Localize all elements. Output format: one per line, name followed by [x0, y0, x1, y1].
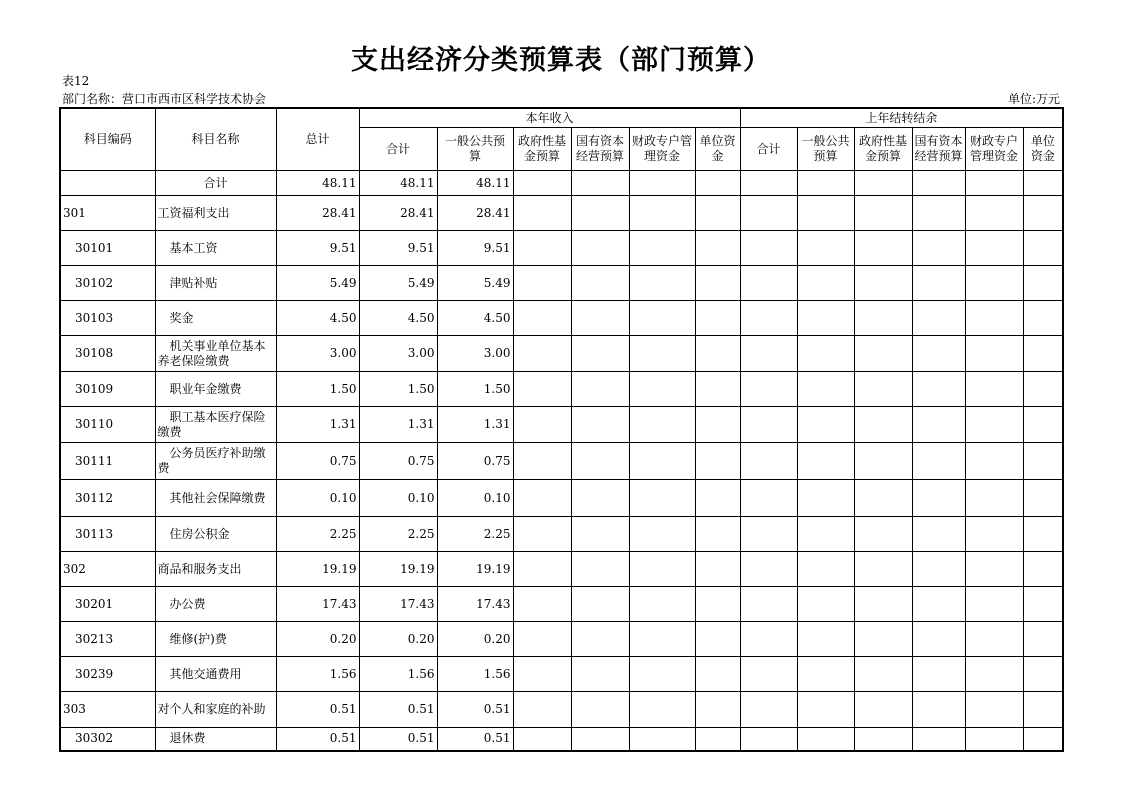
cell-cy-general: 9.51 [437, 231, 513, 266]
cell-name: 其他交通费用 [155, 657, 276, 692]
budget-table [59, 107, 1064, 752]
table-row [60, 657, 1063, 692]
cell-code: 30102 [60, 266, 155, 301]
table-row [60, 587, 1063, 622]
cell-name: 商品和服务支出 [155, 552, 276, 587]
cell-code: 30103 [60, 301, 155, 336]
cell-code: 30109 [60, 372, 155, 407]
cell-empty [629, 171, 695, 196]
table-row [60, 692, 1063, 728]
cell-empty [1023, 587, 1063, 622]
cell-empty [797, 728, 854, 751]
cell-cy-general: 5.49 [437, 266, 513, 301]
cell-empty [1023, 517, 1063, 552]
cell-cy-sum: 0.75 [359, 443, 437, 480]
cell-empty [854, 622, 912, 657]
cell-empty [695, 171, 740, 196]
cell-empty [797, 657, 854, 692]
cell-empty [629, 552, 695, 587]
cell-total: 9.51 [276, 231, 359, 266]
cell-empty [965, 443, 1023, 480]
cell-empty [629, 728, 695, 751]
header-name: 科目名称 [155, 108, 276, 171]
cell-empty [854, 552, 912, 587]
cell-empty [1023, 692, 1063, 728]
cell-empty [695, 552, 740, 587]
cell-empty [854, 728, 912, 751]
cell-cy-sum: 19.19 [359, 552, 437, 587]
cell-total: 0.75 [276, 443, 359, 480]
cell-cy-sum: 0.10 [359, 480, 437, 517]
cell-empty [854, 266, 912, 301]
cell-empty [854, 372, 912, 407]
cell-cy-sum: 28.41 [359, 196, 437, 231]
table-row [60, 622, 1063, 657]
cell-empty [740, 587, 797, 622]
cell-empty [912, 372, 965, 407]
cell-empty [740, 443, 797, 480]
cell-total: 0.51 [276, 728, 359, 751]
table-row [60, 196, 1063, 231]
table-number: 表12 [62, 74, 90, 88]
cell-empty [912, 657, 965, 692]
cell-empty [912, 266, 965, 301]
header-cy-state-capital: 国有资本经营预算 [571, 128, 629, 171]
cell-cy-general: 17.43 [437, 587, 513, 622]
cell-empty [912, 231, 965, 266]
cell-cy-sum: 2.25 [359, 517, 437, 552]
cell-empty [854, 587, 912, 622]
cell-cy-general: 2.25 [437, 517, 513, 552]
cell-empty [912, 171, 965, 196]
cell-empty [1023, 266, 1063, 301]
cell-name: 办公费 [155, 587, 276, 622]
cell-empty [513, 517, 571, 552]
cell-empty [912, 443, 965, 480]
header-cy-gov-fund: 政府性基金预算 [513, 128, 571, 171]
cell-empty [513, 196, 571, 231]
cell-empty [513, 301, 571, 336]
cell-empty [513, 552, 571, 587]
cell-empty [571, 407, 629, 443]
cell-empty [571, 336, 629, 372]
cell-empty [797, 443, 854, 480]
header-prior-year-carryover: 上年结转结余 [740, 108, 1063, 128]
cell-empty [912, 587, 965, 622]
cell-empty [513, 657, 571, 692]
table-row-total [60, 171, 1063, 196]
cell-empty [1023, 728, 1063, 751]
cell-empty [740, 301, 797, 336]
cell-empty [965, 587, 1023, 622]
cell-name: 住房公积金 [155, 517, 276, 552]
cell-code: 302 [60, 552, 155, 587]
cell-empty [629, 657, 695, 692]
cell-empty [1023, 480, 1063, 517]
cell-empty [912, 336, 965, 372]
cell-empty [571, 517, 629, 552]
cell-cy-sum: 0.51 [359, 728, 437, 751]
table-row [60, 266, 1063, 301]
cell-empty [912, 196, 965, 231]
cell-empty [1023, 231, 1063, 266]
cell-empty [965, 622, 1023, 657]
cell-total: 5.49 [276, 266, 359, 301]
cell-name: 其他社会保障缴费 [155, 480, 276, 517]
cell-empty [965, 171, 1023, 196]
cell-empty [695, 372, 740, 407]
cell-name: 职工基本医疗保险缴费 [155, 407, 276, 443]
table-row [60, 517, 1063, 552]
cell-empty [797, 552, 854, 587]
cell-empty [695, 622, 740, 657]
cell-total: 0.10 [276, 480, 359, 517]
cell-code [60, 171, 155, 196]
cell-cy-sum: 9.51 [359, 231, 437, 266]
cell-cy-general: 19.19 [437, 552, 513, 587]
cell-code: 30239 [60, 657, 155, 692]
cell-empty [854, 692, 912, 728]
cell-code: 30108 [60, 336, 155, 372]
cell-cy-general: 1.56 [437, 657, 513, 692]
cell-cy-general: 4.50 [437, 301, 513, 336]
cell-cy-sum: 48.11 [359, 171, 437, 196]
cell-empty [797, 622, 854, 657]
cell-empty [740, 336, 797, 372]
cell-code: 30213 [60, 622, 155, 657]
cell-empty [965, 657, 1023, 692]
cell-empty [571, 231, 629, 266]
cell-empty [1023, 622, 1063, 657]
cell-empty [797, 171, 854, 196]
cell-empty [695, 587, 740, 622]
cell-empty [695, 443, 740, 480]
cell-cy-general: 48.11 [437, 171, 513, 196]
cell-empty [965, 692, 1023, 728]
cell-empty [571, 171, 629, 196]
cell-cy-general: 1.50 [437, 372, 513, 407]
cell-code: 30201 [60, 587, 155, 622]
cell-empty [629, 443, 695, 480]
cell-total: 4.50 [276, 301, 359, 336]
department-name: 部门名称：营口市西市区科学技术协会 [62, 92, 267, 106]
cell-name: 奖金 [155, 301, 276, 336]
header-py-gov-fund: 政府性基金预算 [854, 128, 912, 171]
cell-cy-general: 0.20 [437, 622, 513, 657]
cell-empty [912, 728, 965, 751]
table-row [60, 480, 1063, 517]
cell-empty [797, 372, 854, 407]
cell-cy-general: 0.51 [437, 728, 513, 751]
cell-empty [797, 517, 854, 552]
cell-empty [797, 407, 854, 443]
cell-empty [740, 407, 797, 443]
header-py-state-capital: 国有资本经营预算 [912, 128, 965, 171]
cell-empty [1023, 336, 1063, 372]
cell-empty [695, 231, 740, 266]
cell-cy-sum: 1.31 [359, 407, 437, 443]
cell-empty [695, 657, 740, 692]
cell-empty [571, 301, 629, 336]
cell-name: 维修(护)费 [155, 622, 276, 657]
cell-empty [1023, 443, 1063, 480]
table-row [60, 231, 1063, 266]
cell-empty [571, 196, 629, 231]
cell-code: 303 [60, 692, 155, 728]
cell-empty [513, 692, 571, 728]
cell-empty [797, 336, 854, 372]
cell-cy-general: 0.51 [437, 692, 513, 728]
cell-empty [571, 657, 629, 692]
table-row [60, 301, 1063, 336]
cell-empty [513, 336, 571, 372]
cell-empty [797, 266, 854, 301]
cell-empty [571, 587, 629, 622]
cell-empty [629, 196, 695, 231]
cell-empty [513, 407, 571, 443]
cell-empty [854, 196, 912, 231]
header-cy-general: 一般公共预算 [437, 128, 513, 171]
cell-total: 48.11 [276, 171, 359, 196]
cell-empty [629, 231, 695, 266]
cell-cy-general: 1.31 [437, 407, 513, 443]
header-code: 科目编码 [60, 108, 155, 171]
cell-cy-sum: 0.20 [359, 622, 437, 657]
cell-code: 30101 [60, 231, 155, 266]
cell-empty [1023, 301, 1063, 336]
cell-empty [797, 231, 854, 266]
page-title: 支出经济分类预算表（部门预算） [351, 45, 771, 76]
cell-empty [740, 622, 797, 657]
cell-empty [695, 480, 740, 517]
cell-code: 30112 [60, 480, 155, 517]
cell-total: 0.20 [276, 622, 359, 657]
cell-empty [1023, 657, 1063, 692]
cell-empty [571, 622, 629, 657]
table-row [60, 443, 1063, 480]
cell-empty [912, 517, 965, 552]
cell-empty [854, 480, 912, 517]
cell-empty [571, 552, 629, 587]
cell-empty [695, 692, 740, 728]
cell-empty [1023, 407, 1063, 443]
cell-empty [695, 336, 740, 372]
table-row [60, 336, 1063, 372]
cell-empty [513, 171, 571, 196]
header-row-1 [60, 108, 1063, 128]
cell-empty [912, 301, 965, 336]
cell-empty [695, 728, 740, 751]
cell-empty [854, 336, 912, 372]
cell-cy-sum: 17.43 [359, 587, 437, 622]
cell-code: 30111 [60, 443, 155, 480]
cell-empty [740, 480, 797, 517]
cell-empty [629, 407, 695, 443]
cell-empty [797, 692, 854, 728]
cell-empty [740, 196, 797, 231]
cell-total: 1.50 [276, 372, 359, 407]
cell-empty [571, 372, 629, 407]
cell-cy-general: 28.41 [437, 196, 513, 231]
cell-empty [629, 372, 695, 407]
cell-empty [965, 266, 1023, 301]
cell-empty [740, 657, 797, 692]
table-row [60, 372, 1063, 407]
table-row [60, 728, 1063, 751]
cell-cy-general: 0.10 [437, 480, 513, 517]
cell-empty [629, 517, 695, 552]
table-row [60, 407, 1063, 443]
cell-empty [965, 480, 1023, 517]
cell-empty [513, 480, 571, 517]
header-cy-fiscal-special: 财政专户管理资金 [629, 128, 695, 171]
cell-cy-sum: 3.00 [359, 336, 437, 372]
cell-empty [965, 336, 1023, 372]
header-total: 总计 [276, 108, 359, 171]
cell-empty [571, 266, 629, 301]
cell-empty [740, 692, 797, 728]
cell-empty [513, 443, 571, 480]
cell-empty [912, 480, 965, 517]
cell-cy-sum: 0.51 [359, 692, 437, 728]
cell-empty [629, 336, 695, 372]
cell-empty [513, 728, 571, 751]
cell-empty [797, 480, 854, 517]
cell-empty [695, 407, 740, 443]
cell-empty [571, 443, 629, 480]
cell-empty [513, 622, 571, 657]
cell-empty [740, 517, 797, 552]
cell-empty [695, 301, 740, 336]
header-py-unit: 单位资金 [1023, 128, 1063, 171]
cell-total: 28.41 [276, 196, 359, 231]
cell-empty [965, 231, 1023, 266]
cell-empty [965, 552, 1023, 587]
cell-name: 公务员医疗补助缴费 [155, 443, 276, 480]
cell-empty [912, 692, 965, 728]
cell-total: 0.51 [276, 692, 359, 728]
cell-empty [740, 266, 797, 301]
cell-empty [797, 301, 854, 336]
cell-empty [629, 622, 695, 657]
cell-name: 津贴补贴 [155, 266, 276, 301]
cell-empty [1023, 196, 1063, 231]
cell-empty [1023, 171, 1063, 196]
cell-name: 机关事业单位基本养老保险缴费 [155, 336, 276, 372]
cell-cy-general: 0.75 [437, 443, 513, 480]
cell-empty [629, 480, 695, 517]
cell-empty [571, 480, 629, 517]
cell-cy-sum: 4.50 [359, 301, 437, 336]
cell-empty [740, 372, 797, 407]
cell-empty [965, 517, 1023, 552]
header-py-general: 一般公共预算 [797, 128, 854, 171]
cell-empty [912, 552, 965, 587]
cell-total: 3.00 [276, 336, 359, 372]
cell-empty [695, 517, 740, 552]
cell-empty [513, 231, 571, 266]
cell-code: 301 [60, 196, 155, 231]
cell-name: 工资福利支出 [155, 196, 276, 231]
cell-empty [854, 517, 912, 552]
cell-empty [629, 266, 695, 301]
cell-empty [513, 266, 571, 301]
cell-empty [513, 587, 571, 622]
header-cy-sum: 合计 [359, 128, 437, 171]
cell-cy-sum: 1.50 [359, 372, 437, 407]
cell-total: 1.56 [276, 657, 359, 692]
header-current-year-income: 本年收入 [359, 108, 740, 128]
cell-empty [854, 301, 912, 336]
cell-empty [965, 196, 1023, 231]
cell-name: 合计 [155, 171, 276, 196]
cell-empty [629, 587, 695, 622]
cell-empty [571, 692, 629, 728]
cell-total: 1.31 [276, 407, 359, 443]
cell-empty [854, 171, 912, 196]
cell-cy-sum: 5.49 [359, 266, 437, 301]
cell-empty [797, 196, 854, 231]
header-cy-unit: 单位资金 [695, 128, 740, 171]
cell-name: 基本工资 [155, 231, 276, 266]
table-row [60, 552, 1063, 587]
cell-empty [854, 407, 912, 443]
cell-empty [797, 587, 854, 622]
cell-empty [629, 301, 695, 336]
cell-empty [740, 728, 797, 751]
header-py-sum: 合计 [740, 128, 797, 171]
cell-empty [965, 372, 1023, 407]
cell-code: 30302 [60, 728, 155, 751]
cell-cy-general: 3.00 [437, 336, 513, 372]
cell-total: 19.19 [276, 552, 359, 587]
cell-empty [854, 657, 912, 692]
cell-total: 17.43 [276, 587, 359, 622]
unit-label: 单位:万元 [1007, 92, 1060, 106]
cell-empty [854, 231, 912, 266]
cell-empty [854, 443, 912, 480]
cell-code: 30110 [60, 407, 155, 443]
cell-total: 2.25 [276, 517, 359, 552]
cell-empty [571, 728, 629, 751]
cell-empty [965, 728, 1023, 751]
cell-empty [1023, 552, 1063, 587]
cell-empty [513, 372, 571, 407]
cell-name: 对个人和家庭的补助 [155, 692, 276, 728]
cell-empty [695, 266, 740, 301]
cell-empty [740, 231, 797, 266]
cell-empty [965, 407, 1023, 443]
cell-empty [695, 196, 740, 231]
cell-empty [740, 171, 797, 196]
cell-empty [629, 692, 695, 728]
cell-empty [965, 301, 1023, 336]
cell-code: 30113 [60, 517, 155, 552]
cell-name: 退休费 [155, 728, 276, 751]
cell-empty [912, 407, 965, 443]
cell-name: 职业年金缴费 [155, 372, 276, 407]
cell-empty [912, 622, 965, 657]
cell-empty [740, 552, 797, 587]
cell-empty [1023, 372, 1063, 407]
header-py-fiscal-special: 财政专户管理资金 [965, 128, 1023, 171]
cell-cy-sum: 1.56 [359, 657, 437, 692]
